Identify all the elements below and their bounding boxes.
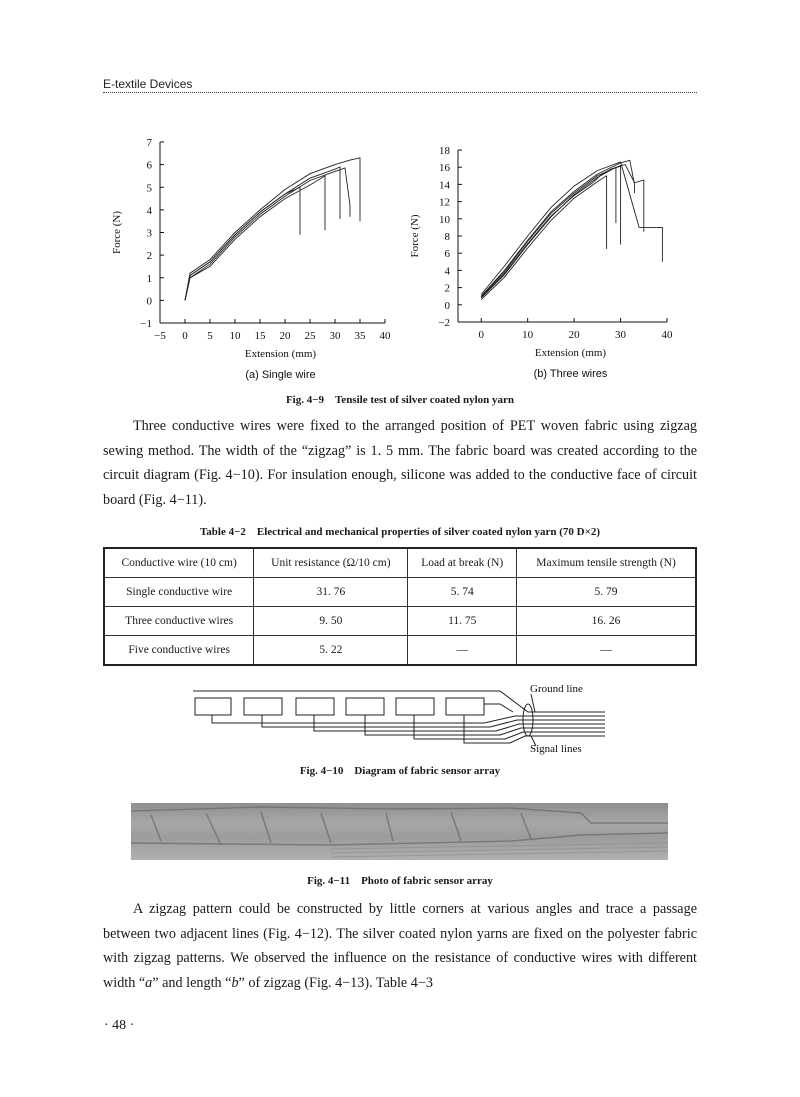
y-tick-label: 10: [439, 213, 450, 226]
y-tick-label: 5: [146, 182, 152, 195]
y-tick-label: 6: [146, 159, 152, 172]
table-cell: —: [408, 636, 517, 666]
x-tick-label: 10: [229, 330, 241, 342]
chart-three-wires: [409, 145, 673, 380]
fabric-sensor-array-photo: [131, 803, 668, 860]
paragraph-1: [103, 414, 697, 512]
table-cell: 9. 50: [254, 607, 408, 636]
paragraph-1-text: Three conductive wires were fixed to the arranged position of PET woven fabric using zigzag sewing method. The width of the “zigzag” is 1. 5 mm. The fabric board was created according to the circuit diagram (Fig. 4−10). For insulation enough, silicone was added to the conductive face of circuit board (Fig. 4−11).: [103, 418, 697, 508]
series-line: [481, 167, 616, 298]
sensor-pad: [195, 698, 231, 715]
x-tick-label: 0: [478, 329, 484, 341]
y-tick-label: 16: [439, 162, 450, 175]
signal-lines-label: Signal lines: [530, 743, 582, 755]
table-4-2-caption: Table 4−2 Electrical and mechanical properties of silver coated nylon yarn (70 D×2): [199, 526, 601, 538]
y-axis-label: Force (N): [409, 214, 421, 258]
chart-subcaption: (a) Single wire: [245, 369, 316, 381]
paragraph-2-text: A zigzag pattern could be constructed by little corners at various angles and trace a passage between two adjacent lines (Fig. 4−12). The silver coated nylon yarns are fixed on the polyester fabric with zigzag patterns. We observed the influence on the resistance of conductive wires with different width “a” and length “b” of zigzag (Fig. 4−13). Table 4−3: [103, 901, 697, 991]
y-tick-label: 2: [146, 250, 152, 263]
x-tick-label: 30: [615, 329, 627, 341]
y-tick-label: 3: [146, 227, 152, 240]
y-axis-label: Force (N): [111, 210, 123, 255]
table-4-2: [103, 547, 697, 666]
y-tick-label: 7: [146, 137, 152, 149]
table-cell: 5. 74: [408, 578, 517, 607]
series-line: [185, 158, 360, 301]
sensor-pad: [296, 698, 334, 715]
table-cell: 5. 79: [517, 578, 696, 607]
series-line: [185, 167, 340, 301]
y-tick-label: −2: [438, 317, 450, 329]
table-row: [104, 607, 696, 636]
table-cell: —: [517, 636, 696, 666]
y-tick-label: 4: [444, 265, 450, 278]
table-cell: 31. 76: [254, 578, 408, 607]
sensor-pad: [346, 698, 384, 715]
series-line: [185, 187, 300, 300]
x-tick-label: 25: [304, 330, 316, 342]
page-number: · 48 ·: [104, 1018, 135, 1033]
x-tick-label: 15: [254, 330, 266, 342]
y-tick-label: 18: [439, 145, 450, 157]
table-row: [104, 578, 696, 607]
y-tick-label: 0: [444, 299, 450, 312]
x-tick-label: 20: [568, 329, 580, 341]
x-axis-label: Extension (mm): [244, 348, 317, 360]
sensor-pad: [244, 698, 282, 715]
sensor-pad: [446, 698, 484, 715]
sensor-pad: [396, 698, 434, 715]
ground-line-label: Ground line: [530, 683, 583, 695]
x-tick-label: −5: [154, 330, 166, 342]
series-line: [481, 162, 662, 295]
y-tick-label: 14: [439, 179, 450, 192]
figure-4-10-diagram: [0, 676, 800, 761]
y-tick-label: 6: [444, 248, 450, 261]
x-tick-label: 40: [661, 329, 673, 341]
x-tick-label: 5: [207, 330, 213, 342]
y-tick-label: −1: [140, 318, 152, 330]
figure-4-9-caption: Fig. 4−9 Tensile test of silver coated nylon yarn: [285, 394, 515, 406]
table-header-cell: Conductive wire (10 cm): [104, 548, 254, 578]
x-tick-label: 10: [522, 329, 534, 341]
table-cell: Single conductive wire: [104, 578, 254, 607]
table-row: [104, 636, 696, 666]
x-tick-label: 0: [182, 330, 188, 342]
x-tick-label: 20: [279, 330, 291, 342]
series-line: [481, 160, 634, 296]
table-cell: 16. 26: [517, 607, 696, 636]
table-header-row: [104, 548, 696, 578]
table-header-cell: Unit resistance (Ω/10 cm): [254, 548, 408, 578]
table-header-cell: Maximum tensile strength (N): [517, 548, 696, 578]
table-header-cell: Load at break (N): [408, 548, 517, 578]
y-tick-label: 0: [146, 295, 152, 308]
x-tick-label: 30: [329, 330, 341, 342]
series-line: [481, 176, 606, 300]
running-head: E-textile Devices: [103, 77, 193, 91]
y-tick-label: 2: [444, 282, 450, 295]
figure-4-9: [0, 0, 800, 420]
y-tick-label: 4: [146, 204, 152, 217]
x-tick-label: 40: [379, 330, 391, 342]
x-axis-label: Extension (mm): [534, 347, 607, 359]
table-cell: Three conductive wires: [104, 607, 254, 636]
table-cell: 11. 75: [408, 607, 517, 636]
y-tick-label: 12: [439, 196, 450, 209]
y-tick-label: 1: [146, 272, 152, 285]
table-cell: Five conductive wires: [104, 636, 254, 666]
figure-4-10-caption: Fig. 4−10 Diagram of fabric sensor array: [299, 765, 501, 777]
chart-subcaption: (b) Three wires: [533, 368, 608, 380]
y-tick-label: 8: [444, 231, 450, 243]
paragraph-2: [103, 897, 697, 995]
figure-4-11-caption: Fig. 4−11 Photo of fabric sensor array: [307, 875, 493, 887]
table-cell: 5. 22: [254, 636, 408, 666]
series-line: [185, 176, 325, 301]
chart-single-wire: [111, 137, 391, 381]
x-tick-label: 35: [354, 330, 366, 342]
